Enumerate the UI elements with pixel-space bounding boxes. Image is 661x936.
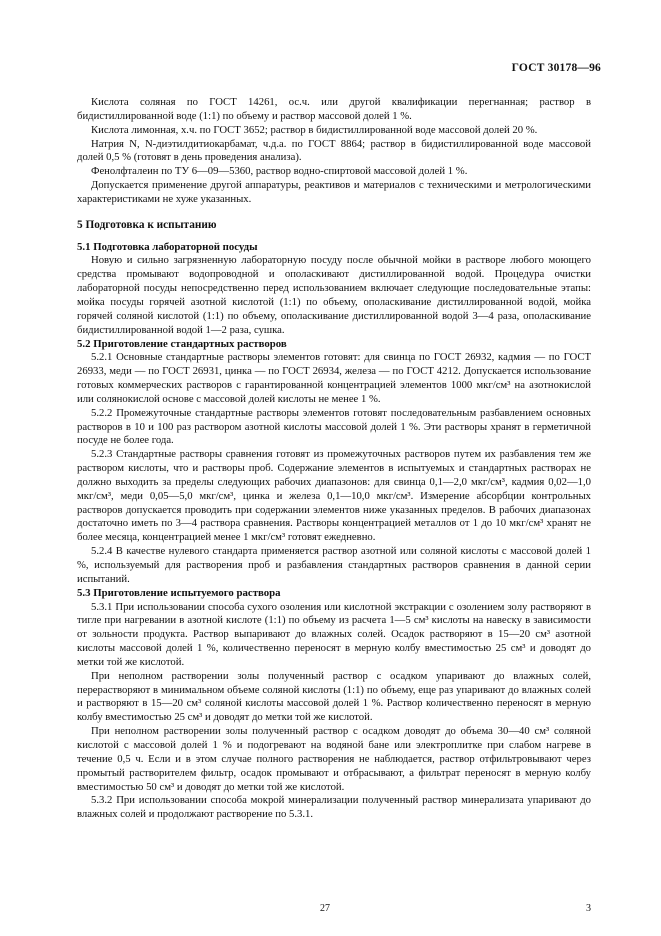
section-5-3-2-text: 5.3.2 При использовании способа мокрой минерализации полученный раствор минерализата упаривают до влажных солей и продолжают растворение по 5.3.1.: [77, 794, 591, 821]
document-body: [77, 96, 591, 822]
standard-header: ГОСТ 30178—96: [511, 62, 601, 74]
reagent-phenolphthalein: Фенолфталеин по ТУ 6—09—5360, раствор водно-спиртовой массовой долей 1 %.: [91, 165, 468, 178]
section-5-1-title: 5.1 Подготовка лабораторной посуды: [77, 240, 258, 253]
section-5-2-title: 5.2 Приготовление стандартных растворов: [77, 337, 287, 350]
section-5-3-1-text: 5.3.1 При использовании способа сухого озоления или кислотной экстракции с озолением золу растворяют в тигле при нагревании в азотной кислоте (1:1) по объему из расчета 1—5 см³ кислоты на навеску в зависимости от зольности продукта. Раствор выпаривают до влажных солей. Осадок растворяют в 15—20 см³ азотной кислоты массовой долей 1 %, количественно переносят в мерную колбу вместимостью 25 см³ и доводят до метки той же кислотой.: [77, 600, 591, 668]
section-5-3-title: 5.3 Приготовление испытуемого раствора: [77, 586, 281, 599]
section-5-2-1-text: 5.2.1 Основные стандартные растворы элементов готовят: для свинца по ГОСТ 26932, кадмия — по ГОСТ 26933, меди — по ГОСТ 26931, цинка — по ГОСТ 26934, железа — по ГОСТ 4212. Допускается использование готовых коммерческих растворов с гарантированной концентрацией элементов 1000 мкг/см³ на азотнокислой или солянокислой основе с массовой долей кислоты не менее 1 %.: [77, 351, 591, 405]
reagent-citric-acid: Кислота лимонная, х.ч. по ГОСТ 3652; раствор в бидистиллированной воде массовой долей 20 %.: [91, 123, 538, 136]
section-5-2-4-text: 5.2.4 В качестве нулевого стандарта применяется раствор азотной или соляной кислоты с массовой долей 1 %, используемый для растворения проб и разбавления стандартных растворов сравнения в данной серии испытаний.: [77, 545, 591, 585]
reagent-substitution-note: Допускается применение другой аппаратуры, реактивов и материалов с техническими и метрологическими характеристиками не хуже указанных.: [77, 179, 591, 205]
page-number: 27: [320, 903, 330, 914]
section-5-3-1-paragraph-3: При неполном растворении золы полученный раствор с осадком доводят до объема 30—40 см³ соляной кислотой с массовой долей 1 % и подогревают на водяной бане или электроплитке при слабом нагреве в течение 0,5 ч. Если и в этом случае полного растворения не наблюдается, раствор отфильтровывают через промытый растворителем фильтр, осадок промывают и отбрасывают, а фильтрат переносят в мерную колбу вместимостью 50 см³ и доводят до метки той же кислотой.: [77, 725, 591, 793]
section-5-2-3-text: 5.2.3 Стандартные растворы сравнения готовят из промежуточных растворов путем их разбавления тем же раствором кислоты, что и растворы проб. Содержание элементов в испытуемых и стандартных растворах не должно выходить за пределы следующих рабочих диапазонов: для свинца 0,1—2,0 мкг/см³, кадмия 0,02—1,0 мкг/см³, меди 0,05—5,0 мкг/см³, цинка и железа 0,1—10,0 мкг/см³. Измерение абсорбции контрольных растворов допускается проводить при содержании элементов ниже указанных пределов. В рабочих диапазонах достаточно иметь по 3—4 раствора сравнения. Растворы концентрацией металлов от 1 до 10 мкг/см³ хранят не более месяца, концентрацией менее 1 мкг/см³ готовят ежедневно.: [77, 448, 591, 544]
reagent-diethyldithiocarbamate: Натрия N, N-диэтилдитиокарбамат, ч.д.а. по ГОСТ 8864; раствор в бидистиллированной воде массовой долей 0,5 % (готовят в день проведения анализа).: [77, 137, 591, 164]
section-5-3-1-paragraph-2: При неполном растворении золы полученный раствор с осадком упаривают до влажных солей, перерастворяют в минимальном объеме соляной кислоты (1:1) по объему, еще раз упаривают до влажных солей и растворяют в 15—20 см³ соляной кислоты массовой долей 1 %. Раствор количественно переносят в мерную колбу вместимостью 25 см³ и доводят до метки той же кислотой.: [77, 669, 591, 724]
section-5-1-text: Новую и сильно загрязненную лабораторную посуду после обычной мойки в растворе любого моющего средства промывают водопроводной и ополаскивают дистиллированной водой. Процедура очистки лабораторной посуды непосредственно перед использованием включает следующие последовательные этапы: мойка посуды горячей азотной кислотой (1:1) по объему, ополаскивание дистиллированной водой, мойка горячей соляной кислотой (1:1) по объему, ополаскивание дистиллированной водой 3—4 раза, ополаскивание бидистиллированной водой 1—2 раза, сушка.: [77, 254, 591, 336]
reagent-hydrochloric-acid: Кислота соляная по ГОСТ 14261, ос.ч. или другой квалификации перегнанная; раствор в бидистиллированной воде (1:1) по объему и раствор массовой долей 1 %.: [77, 96, 591, 122]
section-5-title: 5 Подготовка к испытанию: [77, 218, 217, 231]
section-5-2-2-text: 5.2.2 Промежуточные стандартные растворы элементов готовят последовательным разбавлением основных растворов в 10 и 100 раз раствором азотной кислоты массовой долей 1 %. Эти растворы хранят в герметичной посуде не более года.: [77, 406, 591, 447]
sheet-number: 3: [586, 903, 591, 914]
